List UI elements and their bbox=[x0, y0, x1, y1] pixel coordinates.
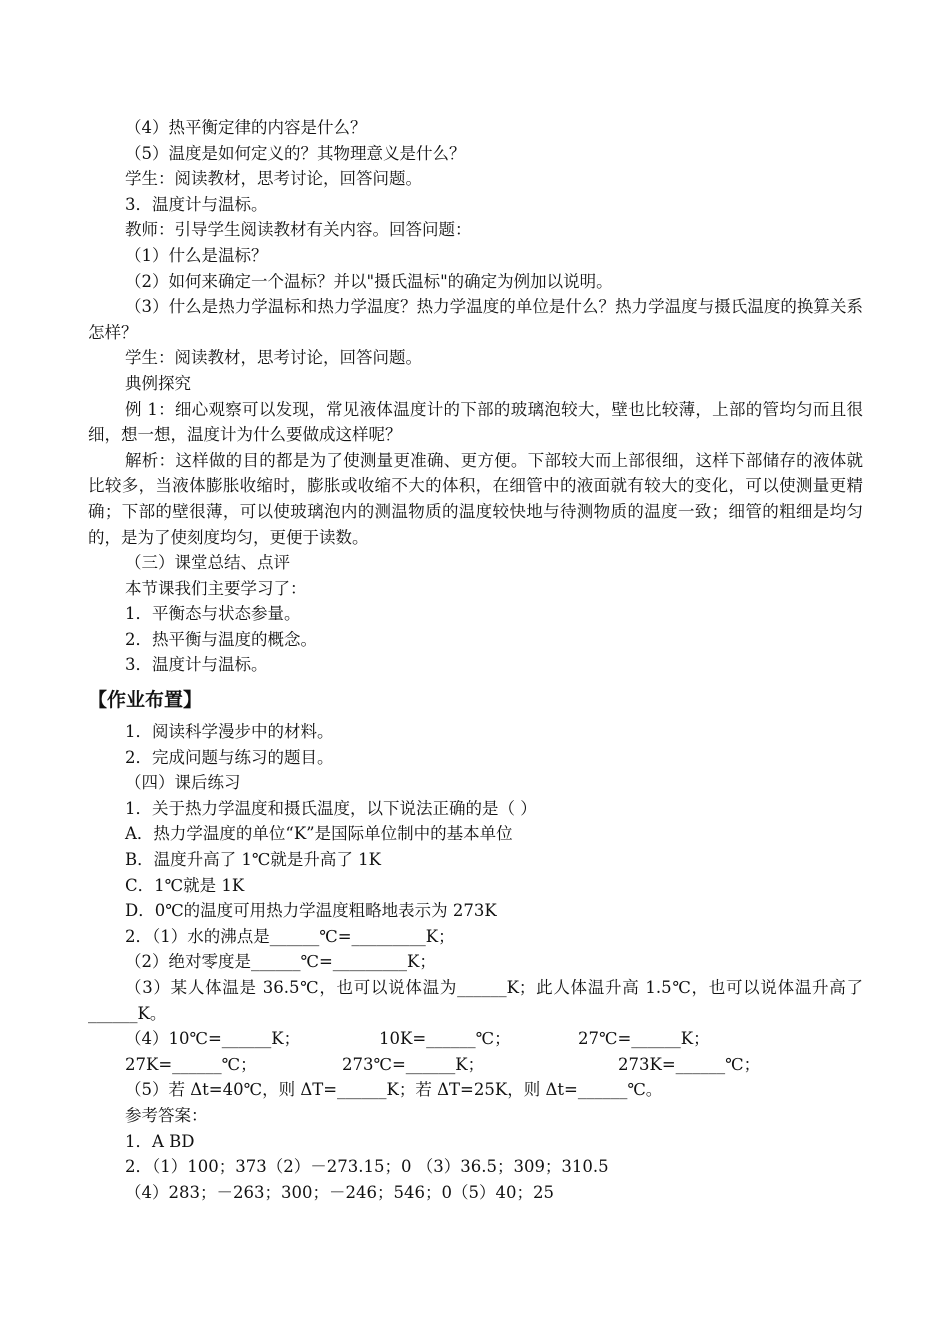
subquestion-2-line: （2）如何来确定一个温标？并以"摄氏温标"的确定为例加以说明。 bbox=[125, 271, 613, 291]
answer-1: 1．A BD bbox=[125, 1131, 195, 1151]
homework-heading: 【作业布置】 bbox=[88, 689, 203, 712]
exercise-question-2-1: 2．（1）水的沸点是______℃=_________K； bbox=[125, 926, 455, 946]
summary-item-2: 2．热平衡与温度的概念。 bbox=[125, 629, 317, 649]
exercise-question-2-5: （5）若 Δt=40℃，则 ΔT=______K；若 ΔT=25K，则 Δt=______℃。 bbox=[125, 1080, 663, 1100]
option-a: A．热力学温度的单位“K”是国际单位制中的基本单位 bbox=[125, 824, 513, 844]
summary-heading: （三）课堂总结、点评 bbox=[125, 553, 290, 573]
summary-item-1: 1．平衡态与状态参量。 bbox=[125, 604, 301, 624]
conversion-27k: 27K=______℃； bbox=[125, 1054, 257, 1074]
summary-item-3: 3．温度计与温标。 bbox=[125, 655, 268, 675]
example-heading: 典例探究 bbox=[125, 373, 191, 393]
answer-2: 2．（1）100；373（2）－273.15；0 （3）36.5；309；310.5 bbox=[125, 1157, 609, 1177]
conversion-10c: （4）10℃=______K； bbox=[125, 1029, 301, 1049]
conversion-row-2 bbox=[88, 1052, 863, 1078]
document-page bbox=[88, 115, 863, 1205]
conversion-273k: 273K=______℃； bbox=[618, 1054, 761, 1074]
section-3-heading: 3．温度计与温标。 bbox=[125, 194, 268, 214]
exercise-question-2-3: （3）某人体温是 36.5℃，也可以说体温为______K；此人体温升高 1.5℃，也可以说体温升高了______K。 bbox=[88, 978, 863, 1023]
option-d: D．0℃的温度可用热力学温度粗略地表示为 273K bbox=[125, 901, 497, 921]
conversion-27c: 27℃=______K； bbox=[578, 1029, 710, 1049]
analysis-paragraph: 解析：这样做的目的都是为了使测量更准确、更方便。下部较大而上部很细，这样下部储存的液体就比较多，当液体膨胀收缩时，膨胀或收缩不大的体积，在细管中的液面就有较大的变化，可以使测量更精确；下部的壁很薄，可以使玻璃泡内的测温物质的温度较快地与待测物质的温度一致；细管的粗细是均匀的，是为了使刻度均匀，更便于读数。 bbox=[88, 450, 863, 547]
homework-item-2: 2．完成问题与练习的题目。 bbox=[125, 747, 334, 767]
answers-heading: 参考答案： bbox=[125, 1105, 208, 1125]
subquestion-1-line: （1）什么是温标？ bbox=[125, 245, 268, 265]
homework-item-1: 1．阅读科学漫步中的材料。 bbox=[125, 722, 334, 742]
teacher-instruction-line: 教师：引导学生阅读教材有关内容。回答问题： bbox=[125, 220, 472, 240]
summary-intro: 本节课我们主要学习了： bbox=[125, 578, 307, 598]
conversion-row-1 bbox=[88, 1026, 863, 1052]
subquestion-3-paragraph: （3）什么是热力学温标和热力学温度？热力学温度的单位是什么？热力学温度与摄氏温度的换算关系怎样？ bbox=[88, 297, 863, 342]
student-response-line-2: 学生：阅读教材，思考讨论，回答问题。 bbox=[125, 348, 422, 368]
student-response-line: 学生：阅读教材，思考讨论，回答问题。 bbox=[125, 169, 422, 189]
question-5-line: （5）温度是如何定义的？其物理意义是什么？ bbox=[125, 143, 466, 163]
option-b: B．温度升高了 1℃就是升高了 1K bbox=[125, 850, 381, 870]
option-c: C．1℃就是 1K bbox=[125, 875, 245, 895]
question-4-line: （4）热平衡定律的内容是什么？ bbox=[125, 118, 367, 137]
exercise-heading: （四）课后练习 bbox=[125, 773, 241, 793]
example-1-paragraph: 例 1：细心观察可以发现，常见液体温度计的下部的玻璃泡较大，壁也比较薄，上部的管均匀而且很细，想一想，温度计为什么要做成这样呢？ bbox=[88, 399, 863, 445]
exercise-question-2-2: （2）绝对零度是______℃=_________K； bbox=[125, 952, 436, 972]
answer-2-continued: （4）283；－263；300；－246；546；0（5）40；25 bbox=[125, 1182, 554, 1202]
exercise-question-1: 1．关于热力学温度和摄氏温度，以下说法正确的是（ ） bbox=[125, 798, 537, 818]
conversion-273c: 273℃=______K； bbox=[342, 1054, 485, 1074]
conversion-10k: 10K=______℃； bbox=[379, 1029, 511, 1049]
